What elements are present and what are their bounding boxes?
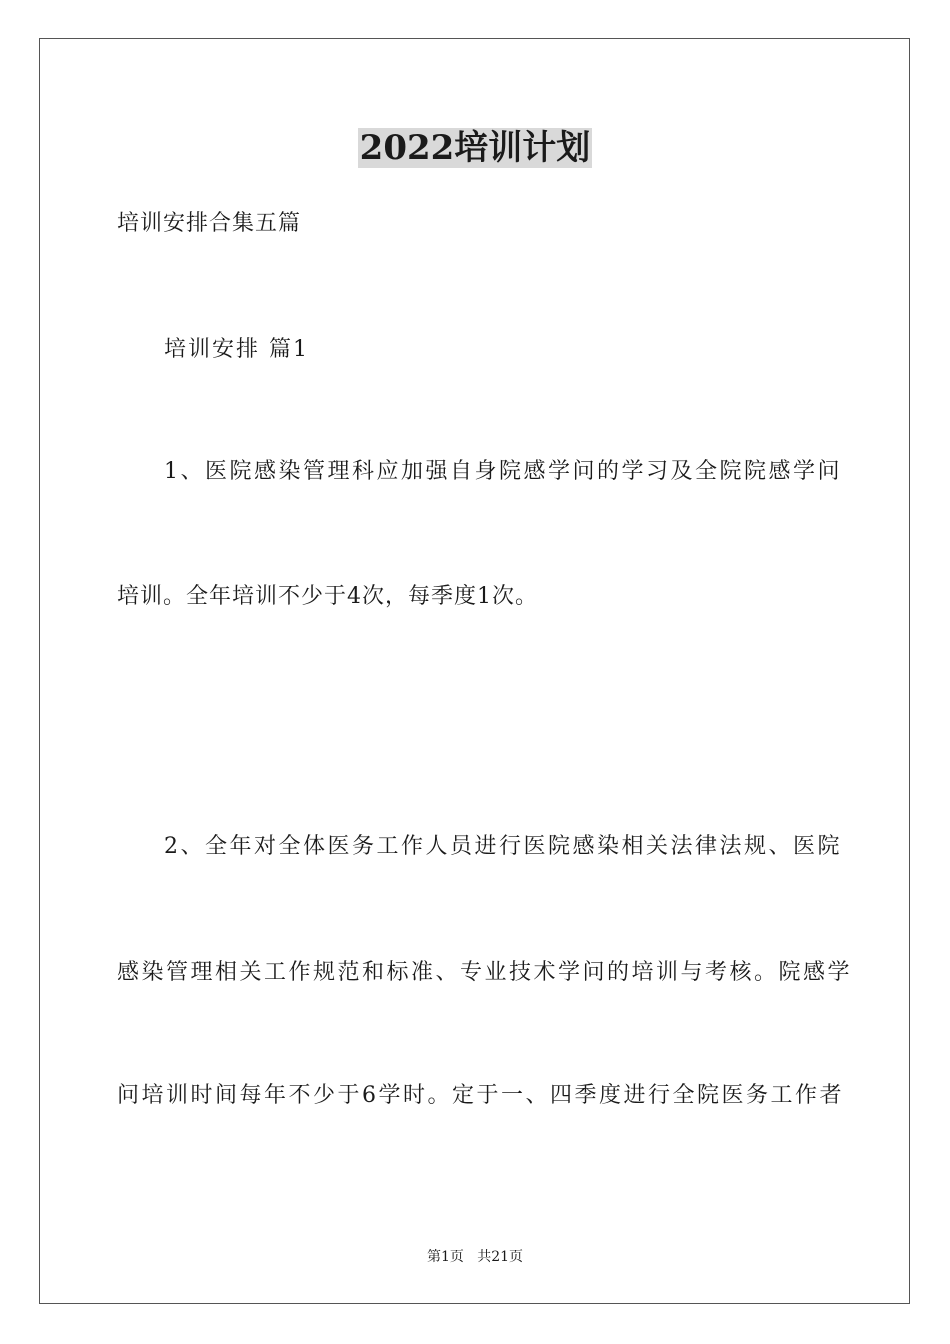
paragraph-2-line-2: 感染管理相关工作规范和标准、专业技术学问的培训与考核。院感学 [117, 960, 853, 985]
section-heading: 培训安排 篇1 [164, 337, 309, 362]
document-subtitle: 培训安排合集五篇 [117, 211, 302, 236]
document-title-text: 2022培训计划 [359, 128, 591, 168]
page-number-footer: 第1页 共21页 [426, 1249, 524, 1265]
paragraph-2-line-3: 问培训时间每年不少于6学时。定于一、四季度进行全院医务工作者 [117, 1083, 844, 1108]
paragraph-2-line-1: 2、全年对全体医务工作人员进行医院感染相关法律法规、医院 [164, 834, 842, 859]
paragraph-1-line-2: 培训。全年培训不少于4次，每季度1次。 [117, 584, 538, 609]
paragraph-1-line-1: 1、医院感染管理科应加强自身院感学问的学习及全院院感学问 [164, 459, 842, 484]
document-title [0, 126, 950, 170]
